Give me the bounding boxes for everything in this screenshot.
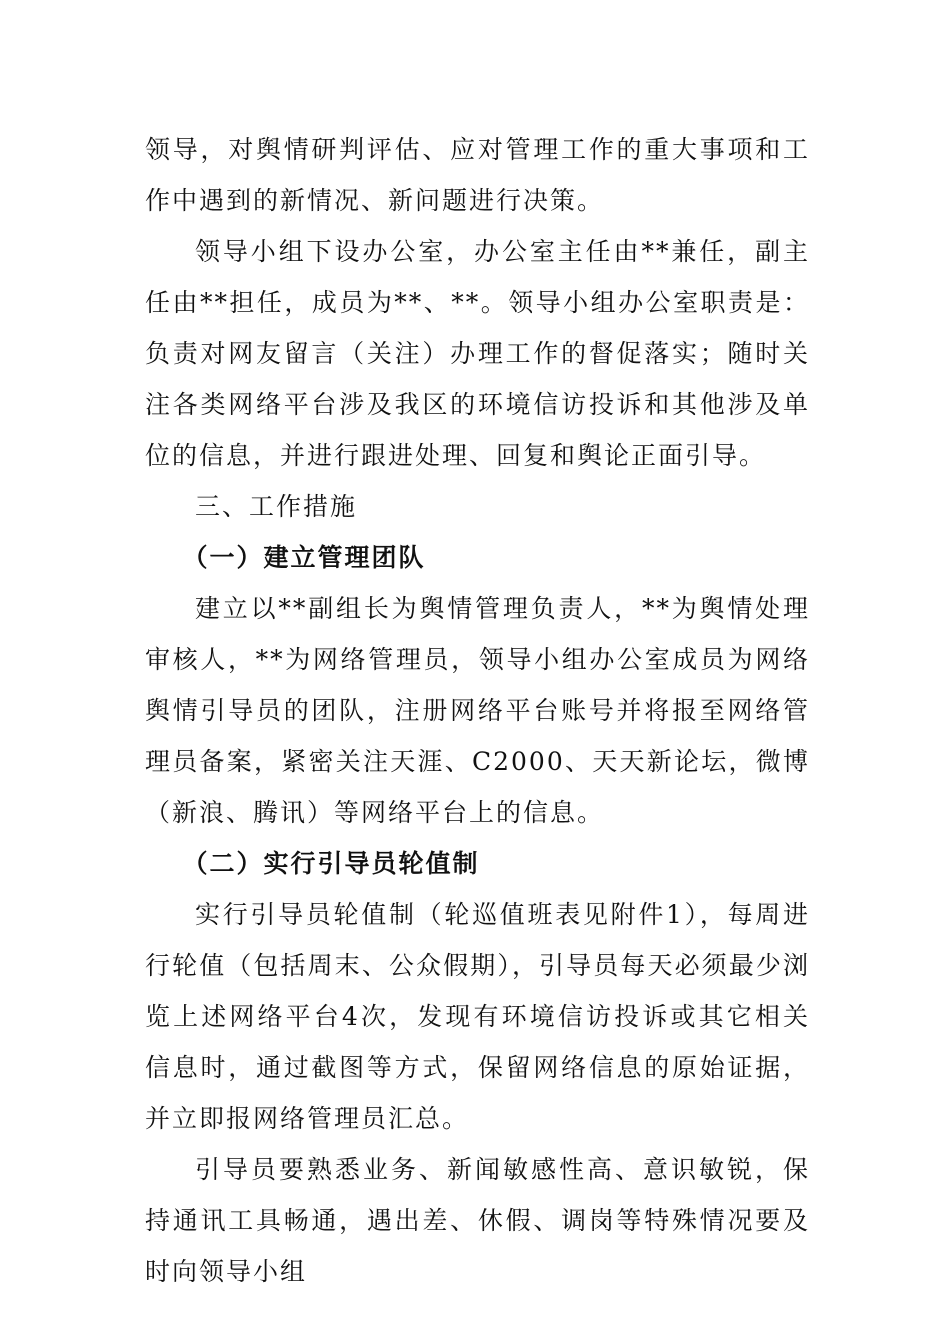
- paragraph-office-duties: 领导小组下设办公室，办公室主任由**兼任，副主任由**担任，成员为**、**。领导小组办公室职责是：负责对网友留言（关注）办理工作的督促落实；随时关注各类网络平台涉及我区的环境信访投诉和其他涉及单位的信息，并进行跟进处理、回复和舆论正面引导。: [145, 237, 810, 470]
- subheading-management-team: （一）建立管理团队: [182, 543, 426, 572]
- paragraph-guide-requirements: 引导员要熟悉业务、新闻敏感性高、意识敏锐，保持通讯工具畅通，遇出差、休假、调岗等特殊情况要及时向领导小组: [145, 1155, 810, 1286]
- document-body: [145, 124, 810, 1297]
- paragraph-guide-rotation: 实行引导员轮值制（轮巡值班表见附件1），每周进行轮值（包括周末、公众假期），引导员每天必须最少浏览上述网络平台4次，发现有环境信访投诉或其它相关信息时，通过截图等方式，保留网络信息的原始证据，并立即报网络管理员汇总。: [145, 900, 810, 1133]
- paragraph-management-team: 建立以**副组长为舆情管理负责人，**为舆情处理审核人，**为网络管理员，领导小组办公室成员为网络舆情引导员的团队，注册网络平台账号并将报至网络管理员备案，紧密关注天涯、C2000、天天新论坛，微博（新浪、腾讯）等网络平台上的信息。: [145, 594, 810, 827]
- subheading-guide-rotation: （二）实行引导员轮值制: [182, 849, 480, 878]
- section-heading-work-measures: 三、工作措施: [195, 492, 358, 521]
- paragraph-leadership-decision: 领导，对舆情研判评估、应对管理工作的重大事项和工作中遇到的新情况、新问题进行决策。: [145, 135, 810, 215]
